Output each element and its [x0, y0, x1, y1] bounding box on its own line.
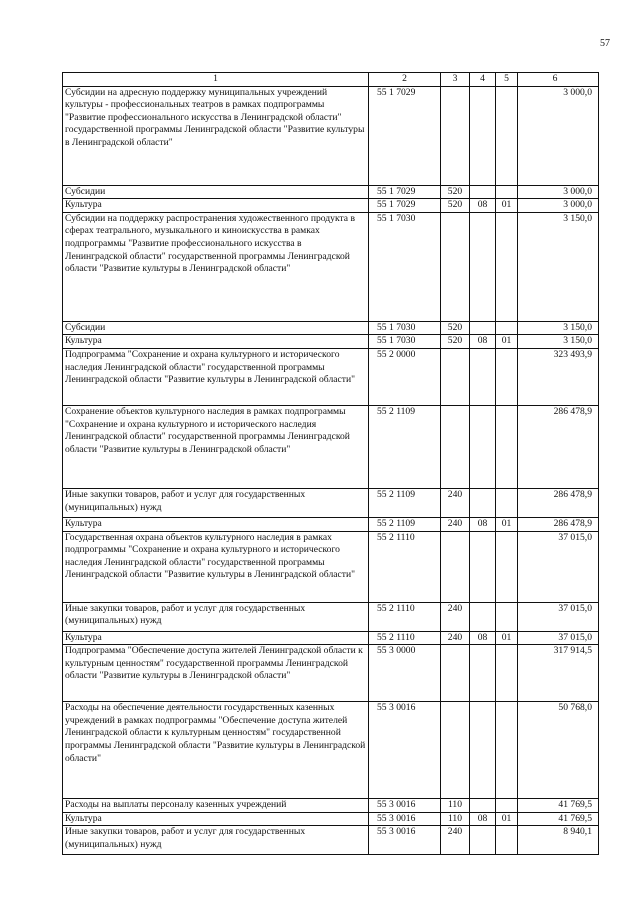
row-vr: 110 [441, 812, 470, 826]
row-name: Культура [63, 517, 369, 531]
row-sum: 317 914,5 [518, 645, 599, 702]
row-sum: 37 015,0 [518, 631, 599, 645]
row-vr [441, 645, 470, 702]
page-number: 57 [600, 38, 610, 49]
table-row [63, 185, 599, 199]
row-rz [470, 702, 496, 799]
row-name: Расходы на обеспечение деятельности государственных казенных учреждений в рамках подпрограммы "Обеспечение доступа жителей Ленинградской области к культурным ценностям" государственной программы Ленинградской области "Развитие культуры в Ленинградской области" [63, 702, 369, 799]
row-rz [470, 348, 496, 405]
row-sum: 286 478,9 [518, 517, 599, 531]
row-sum: 3 000,0 [518, 199, 599, 213]
budget-table [62, 72, 599, 855]
table-row [63, 517, 599, 531]
row-name: Подпрограмма "Сохранение и охрана культурного и исторического наследия Ленинградской области" государственной программы Ленинградской области "Развитие культуры в Ленинградской области" [63, 348, 369, 405]
row-pr [496, 86, 518, 185]
table-row [63, 602, 599, 631]
row-sum: 286 478,9 [518, 488, 599, 517]
row-name: Иные закупки товаров, работ и услуг для государственных (муниципальных) нужд [63, 826, 369, 855]
table-row [63, 799, 599, 813]
table-row [63, 199, 599, 213]
row-name: Культура [63, 812, 369, 826]
row-vr: 520 [441, 335, 470, 349]
row-pr [496, 702, 518, 799]
row-sum: 3 150,0 [518, 321, 599, 335]
row-vr [441, 405, 470, 488]
row-csr: 55 2 0000 [369, 348, 441, 405]
row-rz [470, 405, 496, 488]
row-vr [441, 531, 470, 602]
row-rz: 08 [470, 199, 496, 213]
row-pr [496, 348, 518, 405]
row-vr: 520 [441, 321, 470, 335]
row-rz [470, 185, 496, 199]
row-csr: 55 1 7030 [369, 321, 441, 335]
row-rz [470, 602, 496, 631]
row-pr [496, 321, 518, 335]
row-pr [496, 185, 518, 199]
row-pr [496, 488, 518, 517]
row-pr: 01 [496, 517, 518, 531]
row-pr [496, 826, 518, 855]
row-sum: 50 768,0 [518, 702, 599, 799]
row-csr: 55 2 1109 [369, 488, 441, 517]
row-vr: 240 [441, 517, 470, 531]
row-name: Сохранение объектов культурного наследия в рамках подпрограммы "Сохранение и охрана культурного и исторического наследия Ленинградской области" государственной программы Ленинградской области "Развитие культуры в Ленинградской области" [63, 405, 369, 488]
row-vr: 520 [441, 199, 470, 213]
header-col-4: 4 [470, 73, 496, 87]
row-sum: 8 940,1 [518, 826, 599, 855]
row-pr [496, 799, 518, 813]
row-rz [470, 645, 496, 702]
row-vr: 240 [441, 602, 470, 631]
row-sum: 41 769,5 [518, 799, 599, 813]
row-name: Субсидии на поддержку распространения художественного продукта в сферах театрального, музыкального и киноискусства в рамках подпрограммы "Развитие профессионального искусства в Ленинградской области" государственной программы Ленинградской области "Развитие культуры в Ленинградской области" [63, 212, 369, 321]
header-col-1: 1 [63, 73, 369, 87]
row-vr: 520 [441, 185, 470, 199]
row-name: Иные закупки товаров, работ и услуг для государственных (муниципальных) нужд [63, 488, 369, 517]
row-vr [441, 212, 470, 321]
row-sum: 3 000,0 [518, 86, 599, 185]
row-csr: 55 2 1109 [369, 405, 441, 488]
row-sum: 3 150,0 [518, 335, 599, 349]
row-name: Культура [63, 335, 369, 349]
row-name: Субсидии на адресную поддержку муниципальных учреждений культуры - профессиональных театров в рамках подпрограммы "Развитие профессионального искусства в Ленинградской области" государственной программы Ленинградской области "Развитие культуры в Ленинградской области" [63, 86, 369, 185]
header-col-6: 6 [518, 73, 599, 87]
row-csr: 55 3 0000 [369, 645, 441, 702]
table-row [63, 86, 599, 185]
row-csr: 55 3 0016 [369, 799, 441, 813]
row-rz: 08 [470, 631, 496, 645]
row-name: Государственная охрана объектов культурного наследия в рамках подпрограммы "Сохранение и охрана культурного и исторического наследия Ленинградской области" государственной программы Ленинградской области "Развитие культуры в Ленинградской области" [63, 531, 369, 602]
row-rz [470, 86, 496, 185]
table-row [63, 405, 599, 488]
row-rz [470, 531, 496, 602]
row-pr: 01 [496, 812, 518, 826]
header-col-5: 5 [496, 73, 518, 87]
row-rz [470, 488, 496, 517]
row-csr: 55 2 1110 [369, 531, 441, 602]
row-rz: 08 [470, 812, 496, 826]
table-row [63, 321, 599, 335]
row-sum: 3 000,0 [518, 185, 599, 199]
row-sum: 323 493,9 [518, 348, 599, 405]
row-name: Субсидии [63, 321, 369, 335]
row-rz: 08 [470, 517, 496, 531]
row-vr: 240 [441, 631, 470, 645]
row-vr: 110 [441, 799, 470, 813]
row-sum: 286 478,9 [518, 405, 599, 488]
row-pr [496, 531, 518, 602]
row-name: Культура [63, 631, 369, 645]
row-csr: 55 1 7029 [369, 199, 441, 213]
row-name: Культура [63, 199, 369, 213]
table-row [63, 531, 599, 602]
row-sum: 3 150,0 [518, 212, 599, 321]
row-name: Иные закупки товаров, работ и услуг для государственных (муниципальных) нужд [63, 602, 369, 631]
row-pr [496, 405, 518, 488]
table-body [63, 86, 599, 855]
row-rz [470, 212, 496, 321]
row-csr: 55 3 0016 [369, 702, 441, 799]
row-rz: 08 [470, 335, 496, 349]
row-vr [441, 348, 470, 405]
row-csr: 55 1 7029 [369, 185, 441, 199]
row-vr: 240 [441, 488, 470, 517]
header-col-2: 2 [369, 73, 441, 87]
row-csr: 55 2 1110 [369, 602, 441, 631]
row-csr: 55 1 7030 [369, 335, 441, 349]
row-sum: 41 769,5 [518, 812, 599, 826]
row-sum: 37 015,0 [518, 602, 599, 631]
table-row [63, 812, 599, 826]
row-rz [470, 799, 496, 813]
header-col-3: 3 [441, 73, 470, 87]
row-csr: 55 3 0016 [369, 812, 441, 826]
row-pr: 01 [496, 631, 518, 645]
row-name: Подпрограмма "Обеспечение доступа жителей Ленинградской области к культурным ценностям" государственной программы Ленинградской области "Развитие культуры в Ленинградской области" [63, 645, 369, 702]
table-row [63, 488, 599, 517]
table-row [63, 826, 599, 855]
row-vr: 240 [441, 826, 470, 855]
row-csr: 55 1 7030 [369, 212, 441, 321]
row-pr [496, 602, 518, 631]
row-csr: 55 1 7029 [369, 86, 441, 185]
table-row [63, 631, 599, 645]
row-vr [441, 702, 470, 799]
row-csr: 55 2 1109 [369, 517, 441, 531]
row-csr: 55 2 1110 [369, 631, 441, 645]
row-pr [496, 645, 518, 702]
row-csr: 55 3 0016 [369, 826, 441, 855]
row-name: Расходы на выплаты персоналу казенных учреждений [63, 799, 369, 813]
row-vr [441, 86, 470, 185]
row-pr: 01 [496, 199, 518, 213]
row-rz [470, 321, 496, 335]
row-rz [470, 826, 496, 855]
table-row [63, 702, 599, 799]
row-pr [496, 212, 518, 321]
table-row [63, 335, 599, 349]
row-pr: 01 [496, 335, 518, 349]
table-row [63, 645, 599, 702]
row-name: Субсидии [63, 185, 369, 199]
table-row [63, 348, 599, 405]
row-sum: 37 015,0 [518, 531, 599, 602]
table-row [63, 212, 599, 321]
table-header-row [63, 73, 599, 87]
